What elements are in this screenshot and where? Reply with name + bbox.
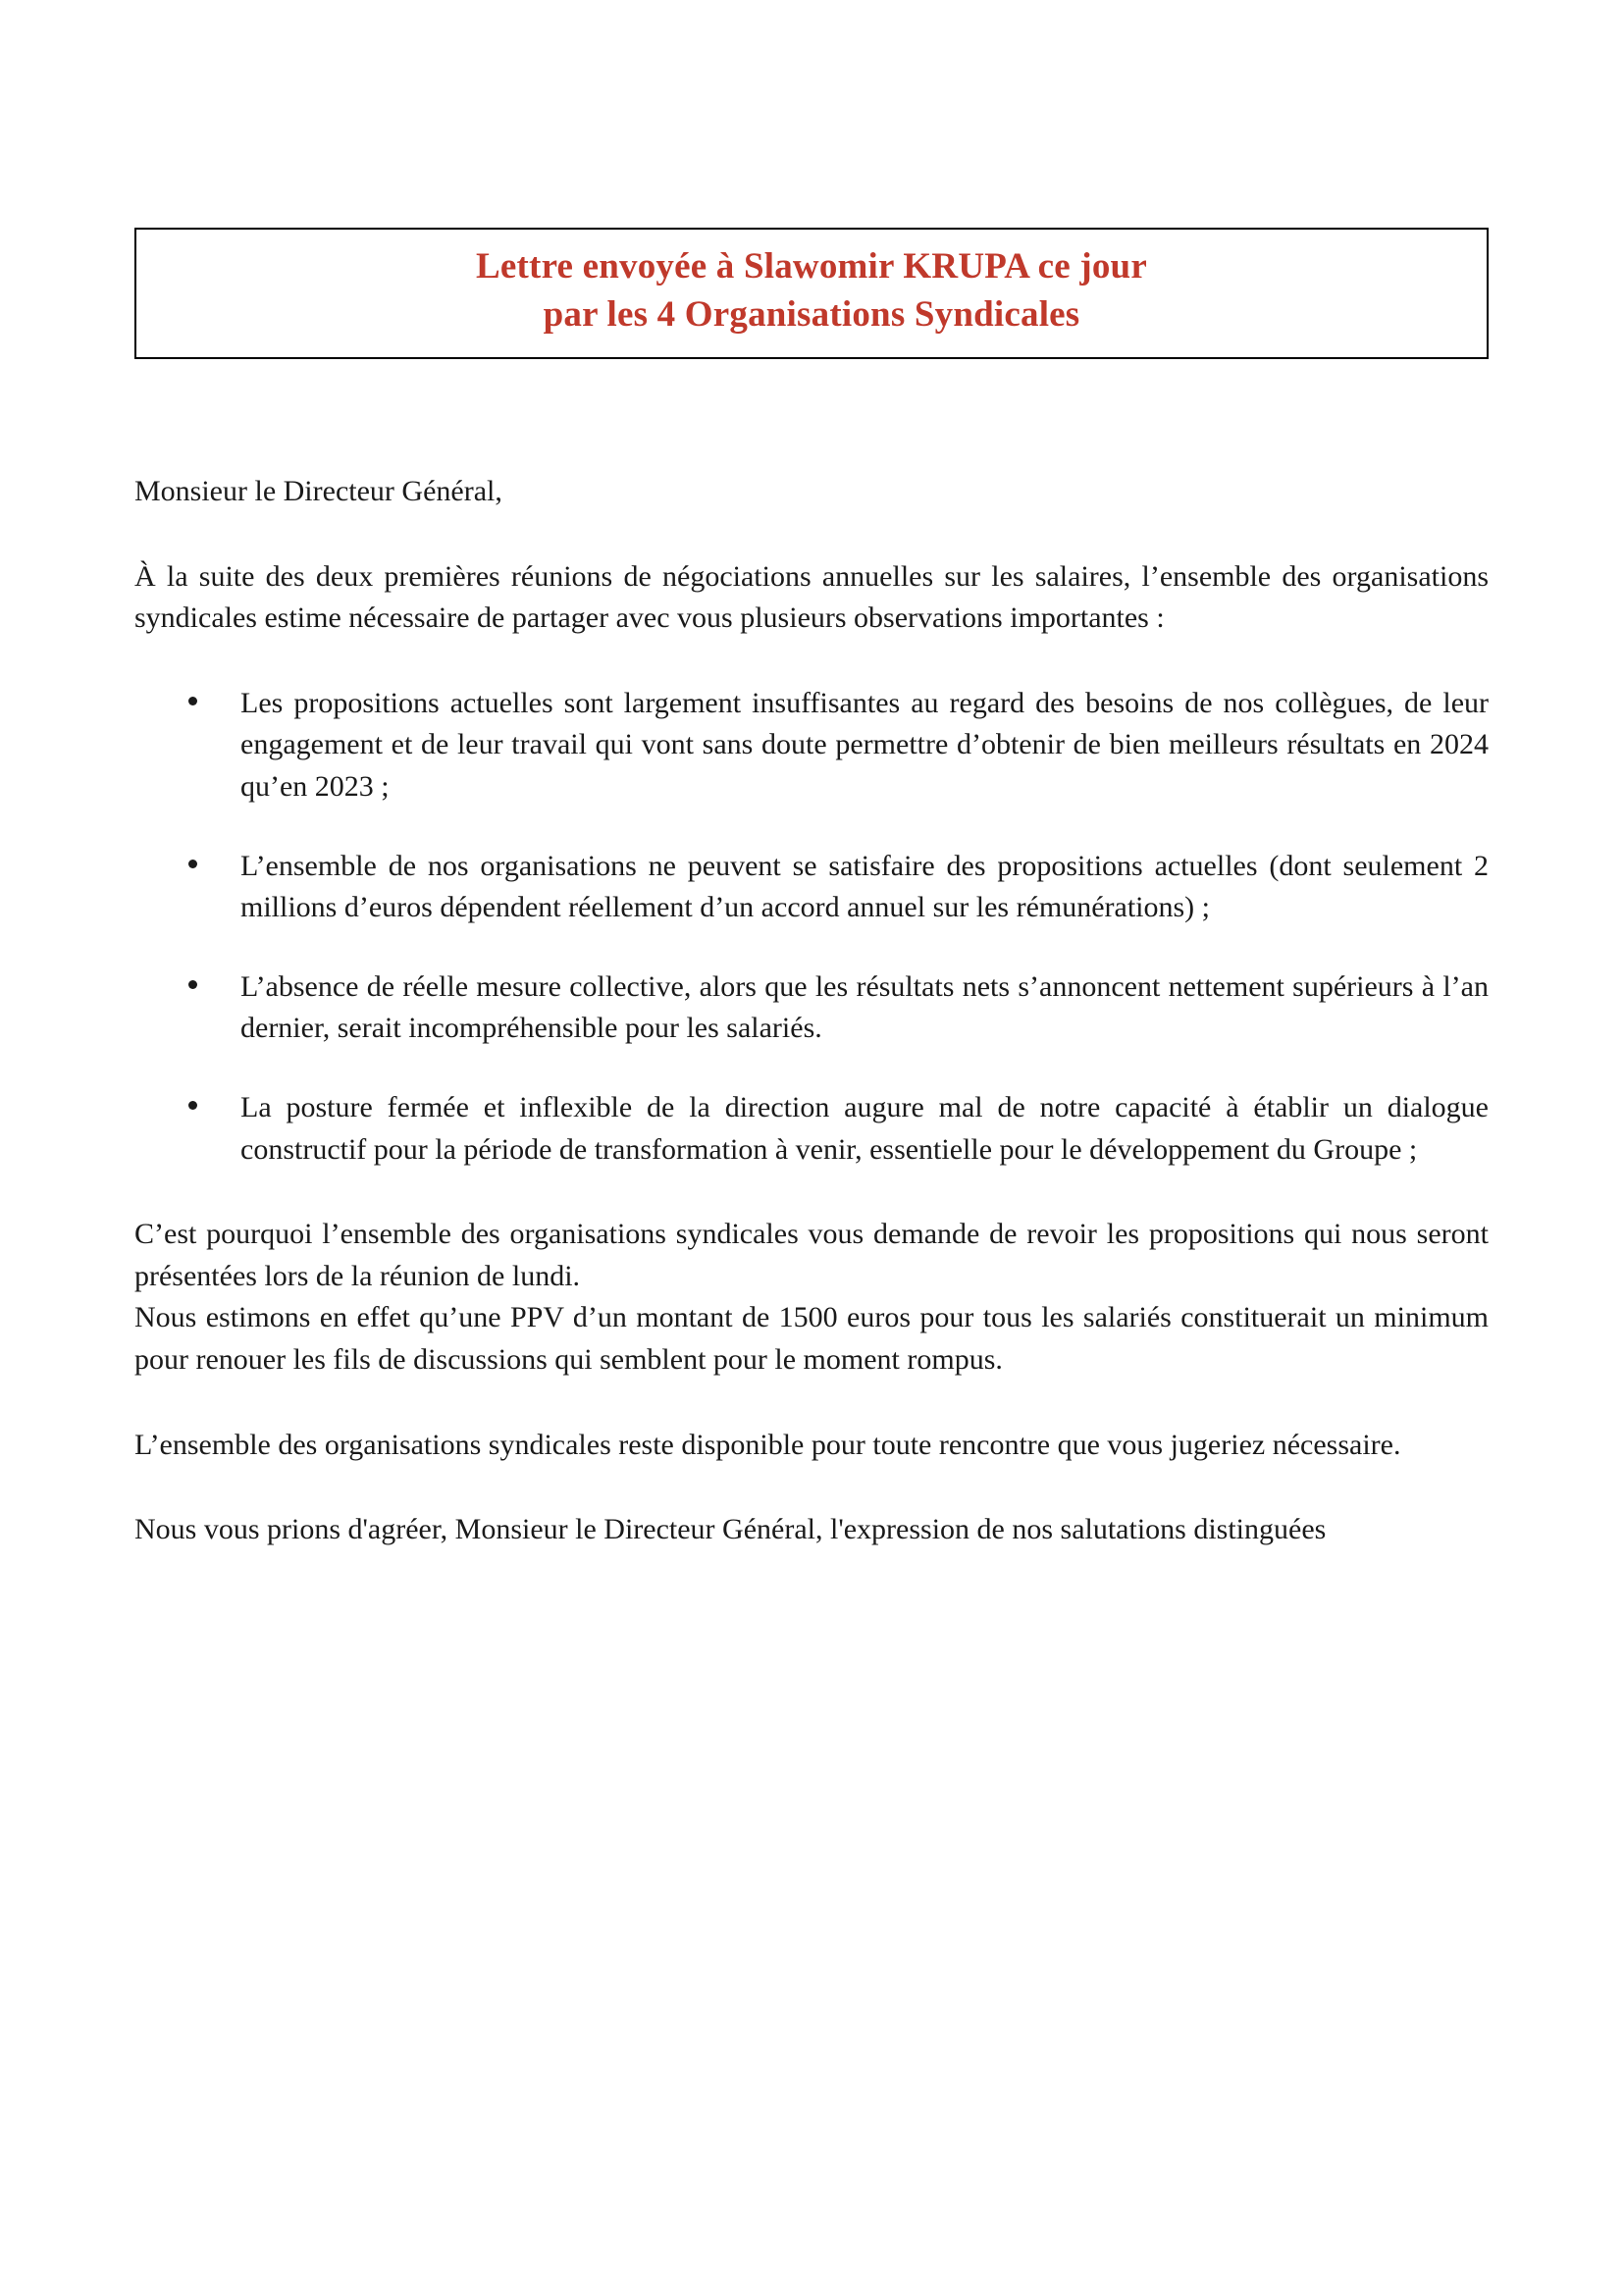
spacer <box>134 1466 1489 1509</box>
list-item <box>134 846 1489 929</box>
intro-paragraph: À la suite des deux premières réunions de négociations annuelles sur les salaires, l’ensemble des organisations syndicales estime nécessaire de partager avec vous plusieurs observations importantes : <box>134 559 1489 635</box>
spacer <box>134 1171 1489 1214</box>
list-item <box>134 683 1489 808</box>
observations-list <box>134 683 1489 1171</box>
title-line-2: par les 4 Organisations Syndicales <box>543 293 1080 335</box>
title-line-1: Lettre envoyée à Slawomir KRUPA ce jour <box>476 246 1147 287</box>
bullet-dot-icon <box>188 860 197 868</box>
demande-paragraph-2: Nous estimons en effet qu’une PPV d’un montant de 1500 euros pour tous les salariés constituerait un minimum pour renouer les fils de discussions qui semblent pour le moment rompus. <box>134 1301 1489 1376</box>
bullet-dot-icon <box>188 1101 197 1110</box>
title-box <box>134 228 1489 359</box>
list-item-text: La posture fermée et inflexible de la direction augure mal de notre capacité à établir un dialogue constructif pour la période de transformation à venir, essentielle pour le développement du Groupe ; <box>240 1090 1489 1166</box>
spacer <box>134 1382 1489 1425</box>
list-item <box>134 966 1489 1050</box>
closing-paragraph: Nous vous prions d'agréer, Monsieur le Directeur Général, l'expression de nos salutations distinguées <box>134 1513 1327 1546</box>
disponible-paragraph: L’ensemble des organisations syndicales reste disponible pour toute rencontre que vous jugeriez nécessaire. <box>134 1428 1401 1461</box>
letter-body <box>134 471 1489 1551</box>
list-item-text: L’absence de réelle mesure collective, alors que les résultats nets s’annoncent nettement supérieurs à l’an dernier, serait incompréhensible pour les salariés. <box>240 969 1489 1045</box>
bullet-dot-icon <box>188 980 197 989</box>
salutation: Monsieur le Directeur Général, <box>134 475 502 507</box>
demande-paragraph-1: C’est pourquoi l’ensemble des organisations syndicales vous demande de revoir les propositions qui nous seront présentées lors de la réunion de lundi. <box>134 1218 1489 1292</box>
list-item <box>134 1087 1489 1171</box>
list-item-text: Les propositions actuelles sont largement insuffisantes au regard des besoins de nos collègues, de leur engagement et de leur travail qui vont sans doute permettre d’obtenir de bien meilleurs résultats en 2024 qu’en 2023 ; <box>240 686 1489 803</box>
spacer <box>134 640 1489 683</box>
list-item-text: L’ensemble de nos organisations ne peuvent se satisfaire des propositions actuelles (dont seulement 2 millions d’euros dépendent réellement d’un accord annuel sur les rémunérations) ; <box>240 849 1489 924</box>
spacer <box>134 513 1489 556</box>
bullet-dot-icon <box>188 697 197 705</box>
